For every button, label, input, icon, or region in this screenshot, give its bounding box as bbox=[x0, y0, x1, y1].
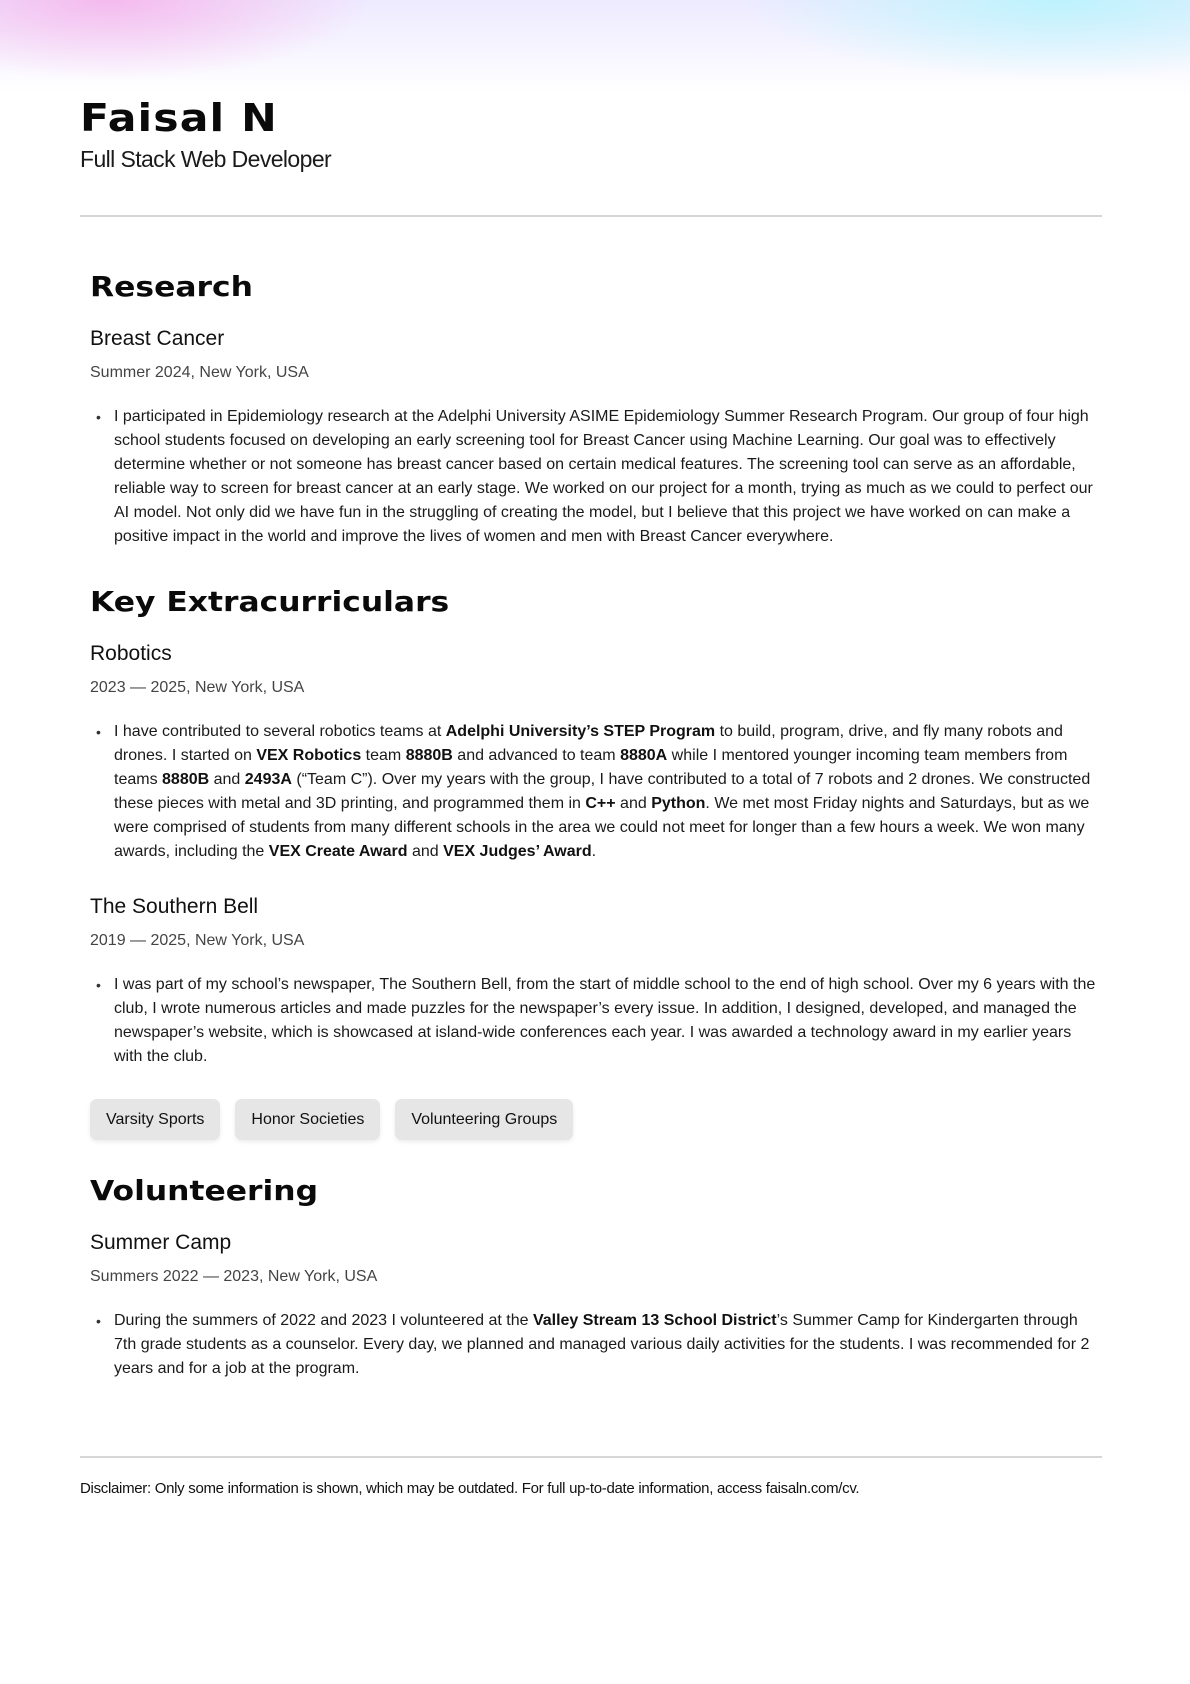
section-volunteering bbox=[90, 1174, 1102, 1381]
resume-header bbox=[80, 96, 331, 173]
bullet-item: • During the summers of 2022 and 2023 I volunteered at the Valley Stream 13 School District’s Summer Camp for Kindergarten through 7th grade students as a counselor. Every day, we planned and managed various daily activities for the students. I was recommended for 2 years and for a job at the program. bbox=[104, 1309, 1102, 1381]
person-name: Faisal N bbox=[80, 96, 278, 140]
tag-varsity-sports: Varsity Sports bbox=[90, 1099, 220, 1140]
entry-title: Breast Cancer bbox=[90, 327, 225, 350]
entry-bullets bbox=[90, 405, 1102, 549]
tag-volunteering-groups: Volunteering Groups bbox=[395, 1099, 573, 1140]
section-extracurriculars bbox=[90, 585, 1102, 1140]
emphasis-text: Python bbox=[651, 795, 706, 812]
emphasis-text: VEX Robotics bbox=[256, 747, 362, 764]
emphasis-text: 2493A bbox=[244, 771, 292, 788]
entry-breast-cancer bbox=[90, 326, 1102, 549]
resume-content bbox=[90, 270, 1102, 1381]
entry-meta: 2019 — 2025, New York, USA bbox=[90, 932, 305, 949]
entry-meta: Summers 2022 — 2023, New York, USA bbox=[90, 1268, 378, 1285]
emphasis-text: Valley Stream 13 School District bbox=[532, 1312, 777, 1329]
entry-southern-bell bbox=[90, 894, 1102, 1069]
person-role: Full Stack Web Developer bbox=[80, 146, 332, 172]
entry-title: The Southern Bell bbox=[90, 895, 259, 918]
emphasis-text: C++ bbox=[585, 795, 616, 812]
section-research bbox=[90, 270, 1102, 549]
footer-divider bbox=[80, 1456, 1102, 1458]
entry-title: Robotics bbox=[90, 642, 172, 665]
footer-disclaimer: Disclaimer: Only some information is shown, which may be outdated. For full up-to-date information, access faisaln.com/cv. bbox=[80, 1480, 860, 1497]
bullet-item: • I participated in Epidemiology research at the Adelphi University ASIME Epidemiology Summer Research Program. Our group of four high school students focused on developing an early screening tool for Breast Cancer using Machine Learning. Our goal was to effectively determine whether or not someone has breast cancer based on certain medical features. The screening tool can serve as an affordable, reliable way to screen for breast cancer at an early stage. We worked on our project for a month, trying as much as we could to perfect our AI model. Not only did we have fun in the struggling of creating the model, but I believe that this project we have worked on can make a positive impact in the world and improve the lives of women and men with Breast Cancer everywhere. bbox=[104, 405, 1102, 549]
emphasis-text: 8880B bbox=[405, 747, 453, 764]
entry-robotics bbox=[90, 641, 1102, 864]
activity-tags bbox=[90, 1099, 1102, 1140]
entry-bullets bbox=[90, 720, 1102, 864]
emphasis-text: Adelphi University’s STEP Program bbox=[445, 723, 716, 740]
entry-bullets bbox=[90, 973, 1102, 1069]
emphasis-text: VEX Judges’ Award bbox=[443, 843, 592, 860]
tag-honor-societies: Honor Societies bbox=[235, 1099, 380, 1140]
emphasis-text: 8880B bbox=[162, 771, 210, 788]
bullet-item: • I was part of my school’s newspaper, The Southern Bell, from the start of middle school to the end of high school. Over my 6 years with the club, I wrote numerous articles and made puzzles for the newspaper’s every issue. In addition, I designed, developed, and managed the newspaper’s website, which is showcased at island-wide conferences each year. I was awarded a technology award in my earlier years with the club. bbox=[104, 973, 1102, 1069]
bullet-item: • I have contributed to several robotics teams at Adelphi University’s STEP Program to build, program, drive, and fly many robots and drones. I started on VEX Robotics team 8880B and advanced to team 8880A while I mentored younger incoming team members from teams 8880B and 2493A (“Team C”). Over my years with the group, I have contributed to a total of 7 robots and 2 drones. We constructed these pieces with metal and 3D printing, and programmed them in C++ and Python. We met most Friday nights and Saturdays, but as we were comprised of students from many different schools in the area we could not meet for longer than a few hours a week. We won many awards, including the VEX Create Award and VEX Judges’ Award. bbox=[104, 720, 1102, 864]
emphasis-text: VEX Create Award bbox=[268, 843, 408, 860]
section-title: Research bbox=[90, 270, 253, 303]
entry-summer-camp bbox=[90, 1230, 1102, 1381]
header-gradient bbox=[0, 0, 1190, 95]
emphasis-text: 8880A bbox=[620, 747, 668, 764]
entry-bullets bbox=[90, 1309, 1102, 1381]
entry-meta: Summer 2024, New York, USA bbox=[90, 364, 309, 381]
entry-meta: 2023 — 2025, New York, USA bbox=[90, 679, 305, 696]
section-title: Key Extracurriculars bbox=[90, 585, 450, 618]
header-divider bbox=[80, 215, 1102, 217]
entry-title: Summer Camp bbox=[90, 1231, 232, 1254]
section-title: Volunteering bbox=[90, 1174, 319, 1207]
